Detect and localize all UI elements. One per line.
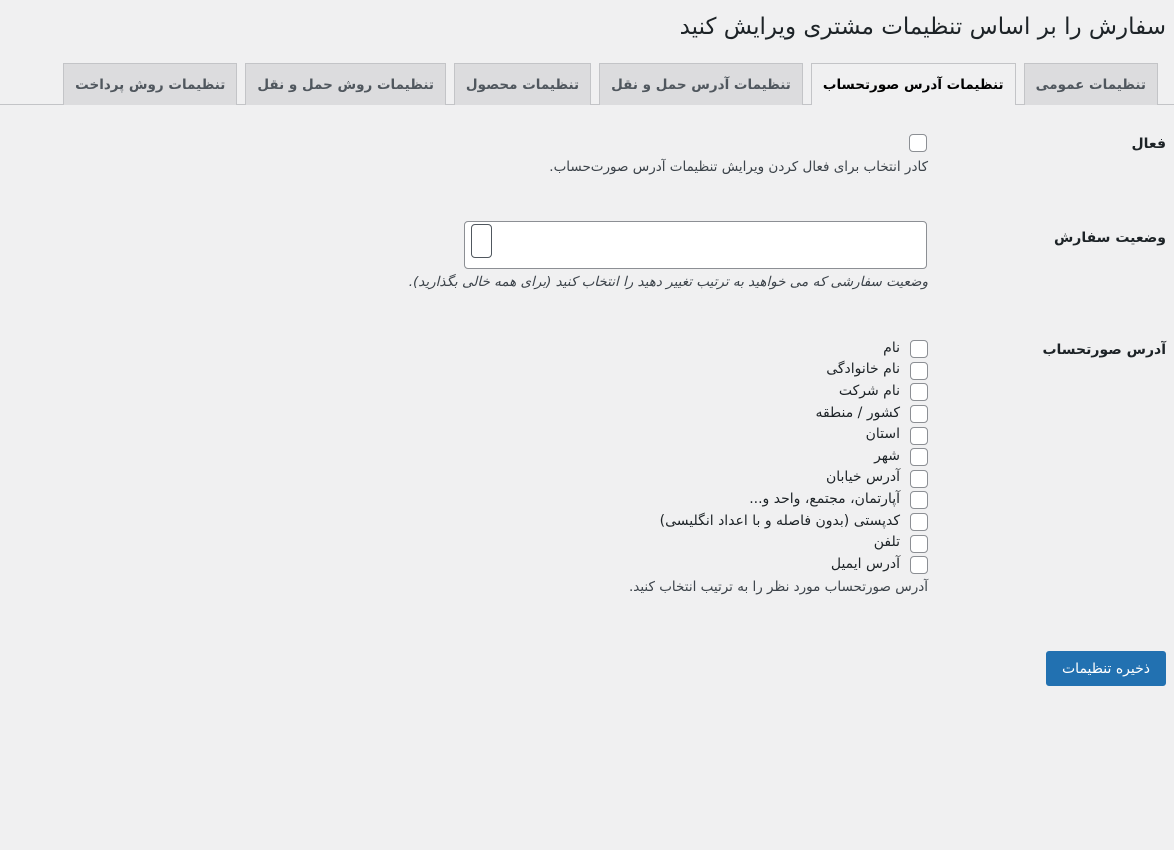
order-status-select[interactable] xyxy=(464,221,927,269)
save-settings-button[interactable]: ذخیره تنظیمات xyxy=(1046,651,1166,686)
checkbox[interactable] xyxy=(910,427,928,445)
billing-option-street[interactable] xyxy=(660,467,928,489)
option-label: کدپستی (بدون فاصله و با اعداد انگلیسی) xyxy=(659,512,900,529)
billing-address-description: آدرس صورتحساب مورد نظر را به ترتیب انتخاب کنید. xyxy=(628,579,928,595)
option-label: آپارتمان، مجتمع، واحد و... xyxy=(749,490,900,507)
page-title: سفارش را بر اساس تنظیمات مشتری ویرایش کنید xyxy=(679,14,1166,40)
option-label: آدرس خیابان xyxy=(825,469,900,486)
option-label: نام xyxy=(883,339,900,356)
option-label: آدرس ایمیل xyxy=(830,555,900,572)
order-status-search-input[interactable] xyxy=(471,224,492,258)
tab-shipping-method[interactable]: تنظیمات روش حمل و نقل xyxy=(245,63,446,105)
active-checkbox[interactable] xyxy=(909,134,927,152)
billing-option-phone[interactable] xyxy=(660,531,928,553)
settings-tabs xyxy=(16,63,1158,105)
active-label: فعال xyxy=(1131,136,1166,152)
billing-option-company[interactable] xyxy=(660,380,928,402)
option-label: تلفن xyxy=(873,534,900,551)
order-status-description: وضعیت سفارشی که می خواهید به ترتیب تغییر دهید را انتخاب کنید (برای همه خالی بگذارید). xyxy=(408,274,928,290)
checkbox[interactable] xyxy=(910,405,928,423)
option-label: کشور / منطقه xyxy=(815,404,900,421)
checkbox[interactable] xyxy=(910,556,928,574)
checkbox[interactable] xyxy=(910,491,928,509)
billing-option-postcode[interactable] xyxy=(660,510,928,532)
tab-product[interactable]: تنظیمات محصول xyxy=(454,63,591,105)
tab-billing-address[interactable]: تنظیمات آدرس صورتحساب xyxy=(811,63,1016,105)
checkbox[interactable] xyxy=(910,470,928,488)
checkbox[interactable] xyxy=(910,340,928,358)
tab-general[interactable]: تنظیمات عمومی xyxy=(1024,63,1158,105)
checkbox[interactable] xyxy=(910,383,928,401)
active-description: کادر انتخاب برای فعال کردن ویرایش تنظیمات آدرس صورت‌حساب. xyxy=(549,159,928,175)
tab-shipping-address[interactable]: تنظیمات آدرس حمل و نقل xyxy=(599,63,803,105)
tab-payment-method[interactable]: تنظیمات روش پرداخت xyxy=(63,63,237,105)
billing-option-last-name[interactable] xyxy=(660,359,928,381)
checkbox[interactable] xyxy=(910,362,928,380)
option-label: نام شرکت xyxy=(838,382,900,399)
option-label: نام خانوادگی xyxy=(826,361,900,378)
billing-address-label: آدرس صورتحساب xyxy=(1042,342,1166,358)
billing-option-state[interactable] xyxy=(660,423,928,445)
checkbox[interactable] xyxy=(910,535,928,553)
checkbox[interactable] xyxy=(910,448,928,466)
option-label: شهر xyxy=(874,447,900,464)
billing-option-city[interactable] xyxy=(660,445,928,467)
billing-option-apartment[interactable] xyxy=(660,488,928,510)
option-label: استان xyxy=(865,426,900,443)
billing-option-first-name[interactable] xyxy=(660,337,928,359)
billing-address-options xyxy=(660,337,928,575)
billing-option-country[interactable] xyxy=(660,402,928,424)
checkbox[interactable] xyxy=(910,513,928,531)
order-status-label: وضعیت سفارش xyxy=(1053,230,1166,246)
billing-option-email[interactable] xyxy=(660,553,928,575)
